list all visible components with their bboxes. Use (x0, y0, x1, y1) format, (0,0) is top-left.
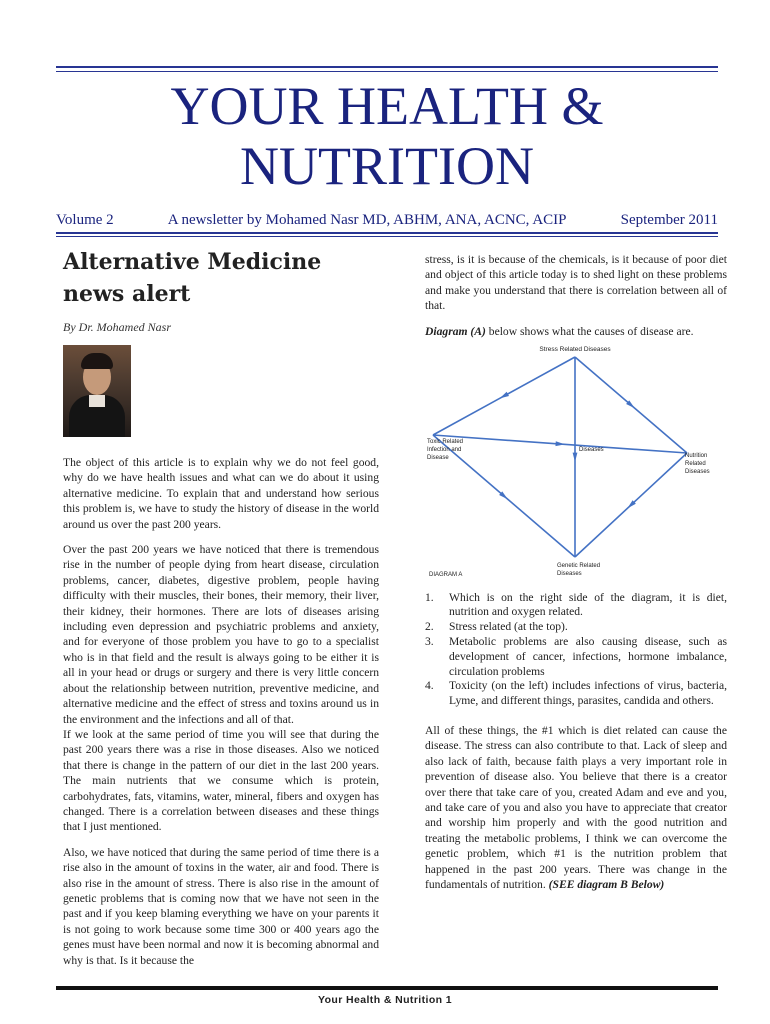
masthead-rule-top (56, 66, 718, 68)
newsletter-masthead (56, 76, 718, 196)
issue-date: September 2011 (620, 212, 718, 228)
photo-collar (89, 395, 105, 407)
list-item-text: Stress related (at the top). (449, 620, 568, 634)
diagram-label-center: Diseases (579, 446, 604, 453)
left-column (63, 246, 379, 978)
list-item (425, 591, 727, 621)
article-byline: By Dr. Mohamed Nasr (63, 320, 171, 334)
list-item (425, 635, 727, 679)
list-item-number: 2. (425, 620, 434, 634)
list-item-number: 4. (425, 679, 434, 693)
diagram-label-left-line-2: Infection and (427, 446, 462, 453)
masthead-rule-bottom-thin (56, 236, 718, 237)
article-paragraph-2: Over the past 200 years we have noticed that there is tremendous rise in the number of people dying from heart disease, circulation problems, cancer, diabetes, digestive problem, people having difficulty with their muscles, their bones, their memory, their liver, their kidney, their hormones. There are lots of diseases arising including even depression and psychiatric problems and anxiety, and for everyone of those problem you have to go to a specialist who is in that field and the result is always going to be either it is all in your head or drugs or surgery and there is very little concern about the relationship between nutrition, preventive medicine, and alternative medicine and the effect of stress and toxins around us in the environment and the infections and all of that. (63, 543, 379, 726)
diagram-label-right-line-2: Related (685, 460, 706, 467)
diagram-label-right-line-3: Diseases (685, 468, 710, 475)
list-item-text: Which is on the right side of the diagram, it is diet, nutrition and oxygen related. (449, 590, 727, 619)
list-item (425, 620, 727, 635)
diagram-caption (425, 324, 727, 339)
list-item-text: Metabolic problems are also causing disease, such as development of cancer, infections, hormone imbalance, circulation problems (449, 635, 727, 678)
masthead-title-line-2: NUTRITION (240, 136, 534, 196)
right-column (425, 252, 727, 902)
volume-label: Volume 2 (56, 212, 114, 228)
article-continuation: stress, is it is because of the chemicals, is it because of poor diet and object of this article today is to shed light on these problems and make you understand that there is correlation between all of that. (425, 253, 727, 313)
footer-rule (56, 986, 718, 990)
photo-hair (81, 353, 113, 369)
article-paragraph-1: The object of this article is to explain why we do not feel good, why do we have health issues and what can we do about it using alternative medicine. To explain that and understand how serious this problem is, we have to study the history of disease in the world around us over the past 200 years. (63, 456, 379, 531)
list-item-number: 3. (425, 635, 434, 649)
author-photo (63, 345, 131, 437)
closing-paragraph-text: All of these things, the #1 which is diet related can cause the disease. The stress can also contribute to that. Lack of sleep and also lack of faith, because faith plays a very important role in prevention of disease also. You believe that there is a creator over there that take care of you, created Adam and eve and you, and take care of you and also you have to appreciate that creator and worship him properly and with the good nutrition and treating the metabolic problems, I think we can overcome the genetic problem, which #1 is the nutrition problem that happened in the past 200 years. There was change in the fundamentals of nutrition. (425, 724, 727, 892)
newsletter-tagline: A newsletter by Mohamed Nasr MD, ABHM, ANA, ACNC, ACIP (167, 212, 567, 228)
arrowhead-icon (573, 452, 578, 461)
diagram-label-top: Stress Related Diseases (539, 345, 611, 353)
diagram-lines (433, 357, 687, 557)
diagram-label-right-line-1: Nutrition (685, 452, 708, 459)
diagram-label-right (685, 453, 710, 475)
diagram-b-reference: (SEE diagram B Below) (548, 878, 665, 892)
diagram-label-left-line-1: Toxic Related (427, 438, 464, 445)
closing-paragraph (425, 723, 727, 892)
diagram-caption-text: below shows what the causes of disease are. (485, 324, 694, 338)
causes-list (425, 591, 727, 709)
diagram-label-bottom-line-2: Diseases (557, 570, 582, 577)
causes-of-disease-diagram (425, 343, 725, 583)
article-paragraph-4: Also, we have noticed that during the same period of time there is a rise also in the amount of toxins in the water, air and food. There is also rise in the amount of stress. There is also rise in the amount of genetic problems that is coming now that we have not seen in the past and if you keep blaming everything we have on your parents it is not going to work because some time 300 or 400 years ago the genes must have been normal and now it is becoming abnormal and why is that. Is it because the (63, 845, 379, 967)
diagram-label-left-line-3: Disease (427, 454, 449, 461)
article-title: Alternative Medicine news alert (63, 249, 322, 307)
diagram-corner-label: DIAGRAM A (429, 571, 463, 578)
masthead-title-line-1: YOUR HEALTH & (170, 76, 604, 136)
arrowhead-icon (500, 391, 509, 398)
list-item (425, 679, 727, 709)
diagram-reference: Diagram (A) (425, 324, 486, 338)
article-paragraph-3: If we look at the same period of time you will see that during the past 200 years there was a rise in those diseases. Also we noticed that there is change in the pattern of our diet in the last 200 years. The main nutrients that we consume which is protein, carbohydrates, fats, vitamins, water, mineral, fibers and oxygen has changed. There is a correlation between diseases and these things that I just mentioned. (63, 727, 379, 834)
list-item-number: 1. (425, 590, 434, 604)
masthead-rule-bottom (56, 232, 718, 234)
diagram-label-bottom (557, 563, 602, 577)
list-item-text: Toxicity (on the left) includes infections of virus, bacteria, Lyme, and different things, parasites, candida and others. (449, 679, 727, 708)
masthead-rule-top-thin (56, 71, 718, 72)
page-footer: Your Health & Nutrition 1 (317, 994, 453, 1006)
diagram-label-bottom-line-1: Genetic Related (557, 562, 601, 569)
issue-info-bar (56, 212, 718, 229)
